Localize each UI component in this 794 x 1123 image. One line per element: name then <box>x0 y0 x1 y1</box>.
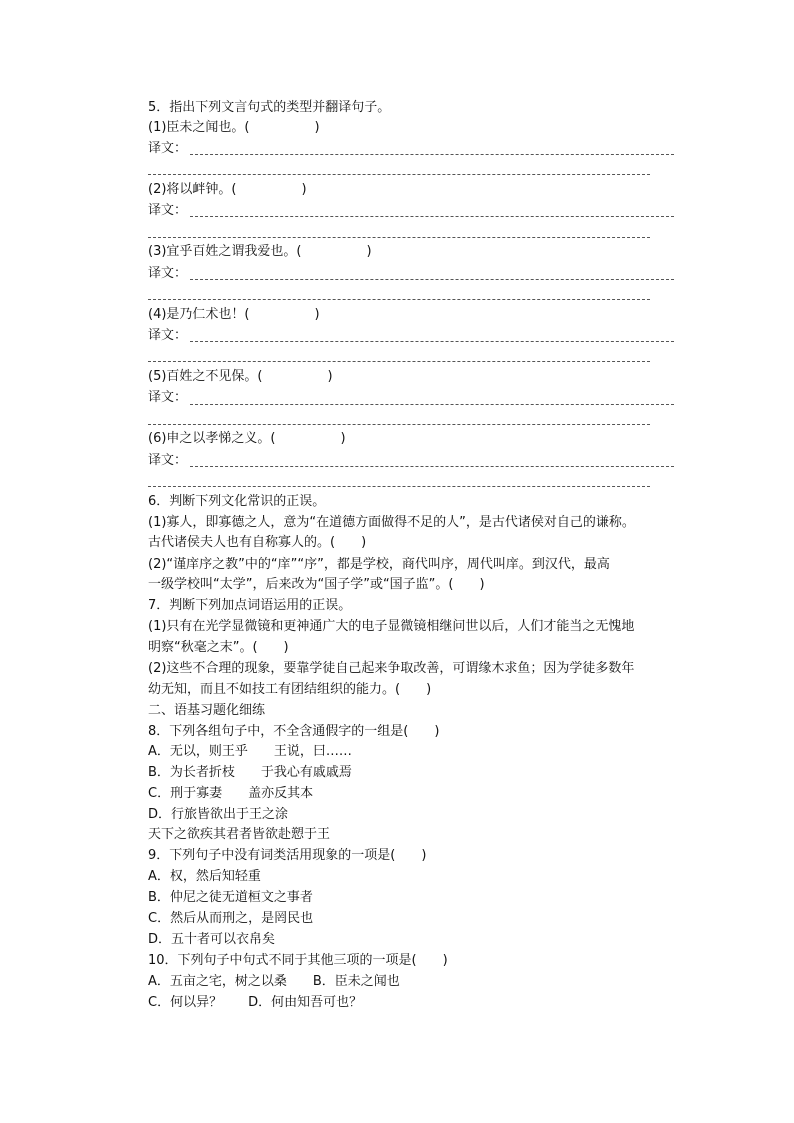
q5-item-2: (2)将以衅钟。( ) <box>148 182 307 197</box>
q9-option-c: C．然后从而刑之，是罔民也 <box>148 911 314 926</box>
q9-title: 9．下列句子中没有词类活用现象的一项是( ) <box>148 848 427 863</box>
q7-p2-line1: (2)这些不合理的现象，要靠学徒自己起来争取改善，可谓缘木求鱼；因为学徒多数年 <box>148 661 635 676</box>
answer-line[interactable] <box>190 466 674 467</box>
q7-p2-line2: 幼无知，而且不如技工有团结组织的能力。( ) <box>148 682 432 697</box>
answer-line[interactable] <box>190 154 674 155</box>
q5-translation-label-6: 译文： <box>148 453 188 468</box>
q6-title: 6．判断下列文化常识的正误。 <box>148 494 326 509</box>
answer-line[interactable] <box>148 174 650 175</box>
answer-line[interactable] <box>190 279 674 280</box>
q6-p1-line2: 古代诸侯夫人也有自称寡人的。( ) <box>148 535 367 550</box>
answer-line[interactable] <box>190 216 674 217</box>
answer-line[interactable] <box>148 486 650 487</box>
q8-title: 8．下列各组句子中，不全含通假字的一组是( ) <box>148 724 440 739</box>
q9-option-a: A．权，然后知轻重 <box>148 869 261 884</box>
q6-p2-line2: 一级学校叫“太学”，后来改为“国子学”或“国子监”。( ) <box>148 577 485 592</box>
q8-option-c: C．刑于寡妻 盖亦反其本 <box>148 786 314 801</box>
q8-option-a: A．无以，则王乎 王说，曰…… <box>148 744 352 759</box>
q5-item-4: (4)是乃仁术也！( ) <box>148 307 320 322</box>
answer-line[interactable] <box>148 237 650 238</box>
q9-option-b: B．仲尼之徒无道桓文之事者 <box>148 890 313 905</box>
q8-option-d-continued: 天下之欲疾其君者皆欲赴愬于王 <box>148 827 331 842</box>
q5-translation-label-2: 译文： <box>148 203 188 218</box>
q6-p2-line1: (2)“谨庠序之教”中的“庠”“序”，都是学校，商代叫序，周代叫庠。到汉代，最高 <box>148 557 610 572</box>
q8-option-b: B．为长者折枝 于我心有戚戚焉 <box>148 765 352 780</box>
q5-item-6: (6)申之以孝悌之义。( ) <box>148 431 346 446</box>
answer-line[interactable] <box>148 299 650 300</box>
answer-line[interactable] <box>148 424 650 425</box>
q5-item-1: (1)臣未之闻也。( ) <box>148 120 320 135</box>
q7-p1-line1: (1)只有在光学显微镜和更神通广大的电子显微镜相继问世以后，人们才能当之无愧地 <box>148 619 635 634</box>
q7-title: 7．判断下列加点词语运用的正误。 <box>148 598 352 613</box>
q5-title: 5．指出下列文言句式的类型并翻译句子。 <box>148 100 391 115</box>
q10-options-line2: C．何以异？ D．何由知吾可也？ <box>148 995 363 1010</box>
q5-item-3: (3)宜乎百姓之谓我爱也。( ) <box>148 244 372 259</box>
q9-option-d: D．五十者可以衣帛矣 <box>148 932 276 947</box>
q5-translation-label-1: 译文： <box>148 141 188 156</box>
q7-p1-line2: 明察“秋毫之末”。( ) <box>148 640 289 655</box>
answer-line[interactable] <box>190 404 674 405</box>
q10-options-line1: A．五亩之宅，树之以桑 B．臣未之闻也 <box>148 974 400 989</box>
q5-translation-label-5: 译文： <box>148 390 188 405</box>
q8-option-d: D．行旅皆欲出于王之涂 <box>148 807 289 822</box>
answer-line[interactable] <box>148 361 650 362</box>
answer-line[interactable] <box>190 341 674 342</box>
q5-translation-label-3: 译文： <box>148 266 188 281</box>
section-heading: 二、语基习题化细练 <box>148 703 266 718</box>
q5-item-5: (5)百姓之不见保。( ) <box>148 369 333 384</box>
q6-p1-line1: (1)寡人，即寡德之人，意为“在道德方面做得不足的人”，是古代诸侯对自己的谦称。 <box>148 515 635 530</box>
q10-title: 10．下列句子中句式不同于其他三项的一项是( ) <box>148 953 448 968</box>
q5-translation-label-4: 译文： <box>148 328 188 343</box>
